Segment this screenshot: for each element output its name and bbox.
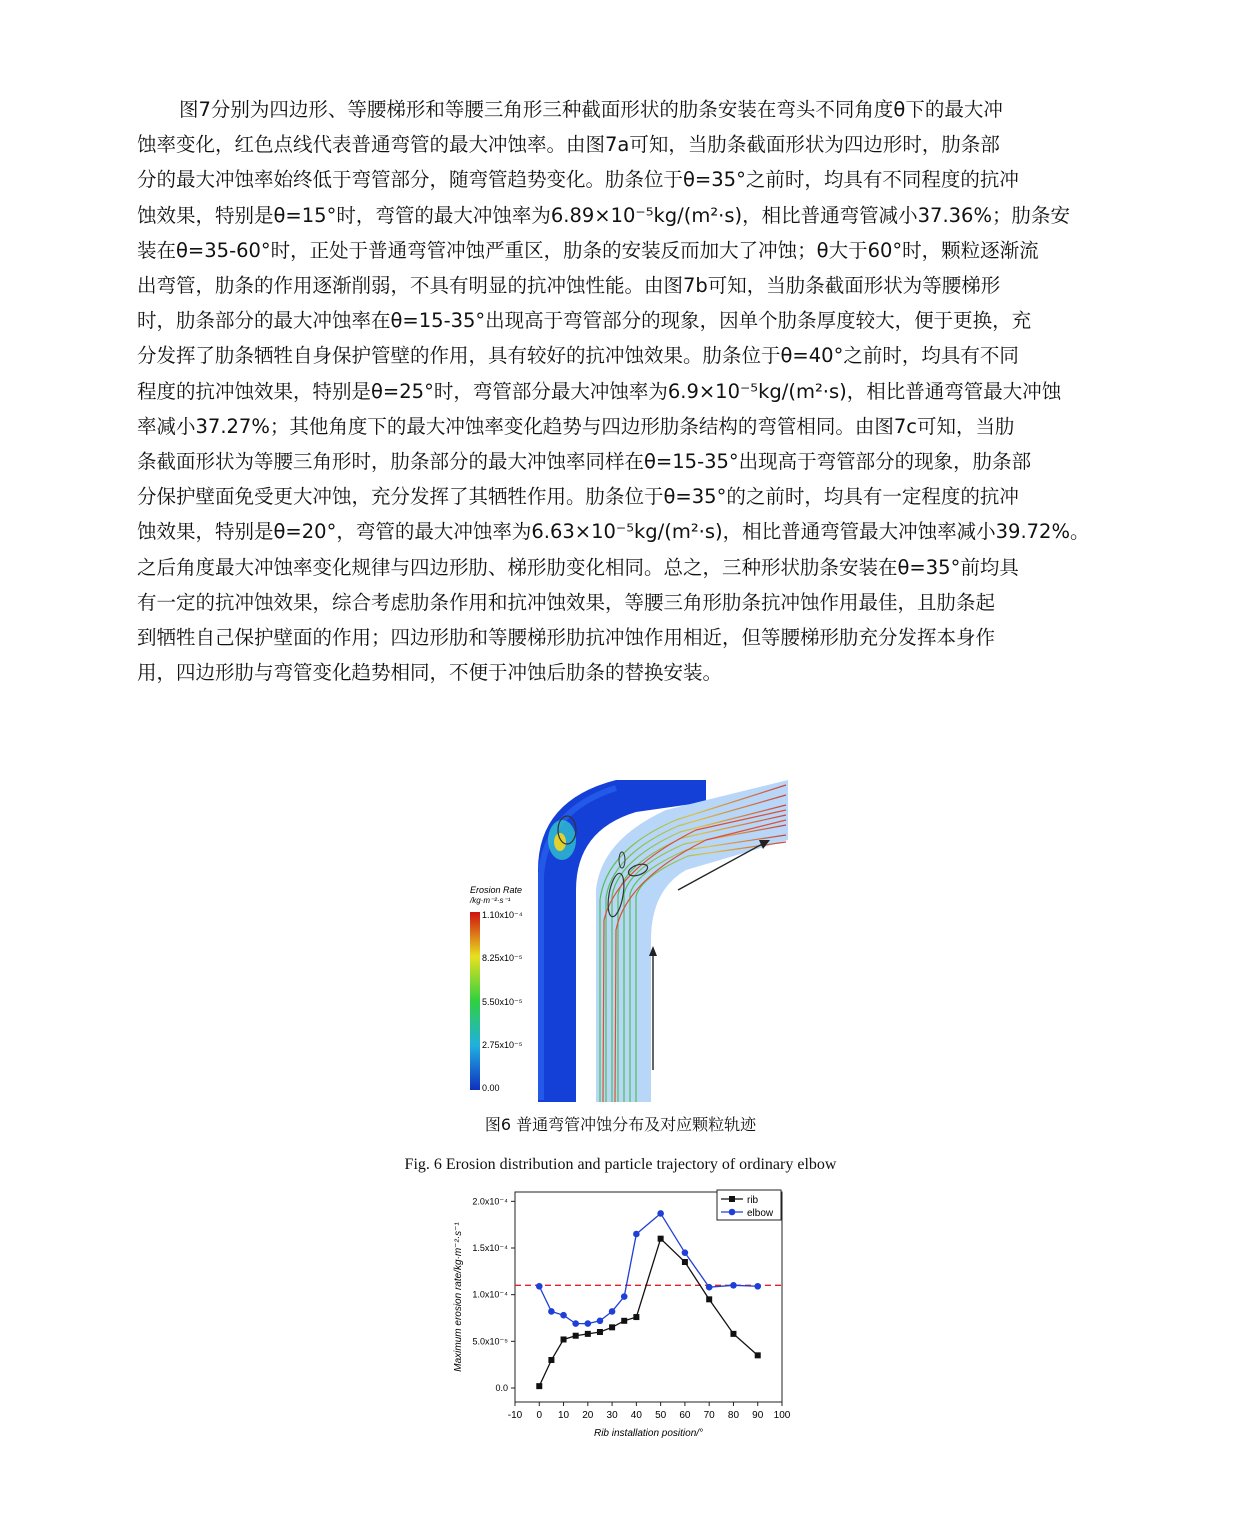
paragraph-line: 蚀效果，特别是θ=15°时，弯管的最大冲蚀率为6.89×10⁻⁵kg/(m²·s)，相比普通弯管减小37.36%；肋条安 (137, 203, 1070, 227)
paragraph-line: 到牺牲自己保护壁面的作用；四边形肋和等腰梯形肋抗冲蚀作用相近，但等腰梯形肋充分发挥本身作 (137, 626, 996, 650)
data-point-rib (609, 1324, 615, 1330)
data-point-elbow (548, 1308, 555, 1315)
body-paragraph (137, 92, 1107, 690)
data-point-rib (755, 1352, 761, 1358)
figure-6-caption-en: Fig. 6 Erosion distribution and particle trajectory of ordinary elbow (404, 1156, 837, 1173)
data-point-rib (561, 1336, 567, 1342)
x-tick-label: 20 (582, 1410, 594, 1421)
x-axis-label: Rib installation position/° (593, 1428, 704, 1439)
data-point-elbow (682, 1249, 689, 1256)
legend-tick-1: 8.25x10⁻⁵ (482, 953, 523, 963)
x-tick-label: 80 (727, 1410, 740, 1421)
legend-title: Erosion Rate (470, 885, 523, 895)
trajectory-pipe (596, 780, 788, 1102)
x-tick-label: 10 (557, 1410, 570, 1421)
erosion-rate-chart (440, 1184, 810, 1444)
data-point-elbow (706, 1284, 713, 1291)
y-tick-label: 1.0x10⁻⁴ (472, 1289, 508, 1300)
data-point-elbow (536, 1283, 543, 1290)
paragraph-line: 用，四边形肋与弯管变化趋势相同，不便于冲蚀后肋条的替换安装。 (137, 661, 723, 685)
data-point-rib (585, 1331, 591, 1337)
y-tick-label: 2.0x10⁻⁴ (472, 1196, 508, 1207)
data-point-rib (706, 1296, 712, 1302)
paragraph-line: 程度的抗冲蚀效果，特别是θ=25°时，弯管部分最大冲蚀率为6.9×10⁻⁵kg/(m²·s)，相比普通弯管最大冲蚀 (137, 379, 1062, 403)
data-point-elbow (572, 1320, 579, 1327)
x-tick-label: -10 (507, 1410, 523, 1421)
data-point-rib (597, 1329, 603, 1335)
figure-6-caption-cn: 图6 普通弯管冲蚀分布及对应颗粒轨迹 (484, 1115, 757, 1134)
data-point-rib (658, 1236, 664, 1242)
data-point-rib (536, 1383, 542, 1389)
paragraph-line: 分发挥了肋条牺牲自身保护管壁的作用，具有较好的抗冲蚀效果。肋条位于θ=40°之前时，均具有不同 (137, 344, 1019, 368)
x-tick-label: 50 (655, 1410, 667, 1421)
data-point-elbow (597, 1318, 604, 1325)
legend-unit: /kg·m⁻²·s⁻¹ (470, 896, 511, 905)
paragraph-line: 出弯管，肋条的作用逐渐削弱，不具有明显的抗冲蚀性能。由图7b可知，当肋条截面形状为等腰梯形 (137, 274, 1001, 298)
data-point-rib (548, 1357, 554, 1363)
legend-tick-0: 1.10x10⁻⁴ (482, 910, 523, 920)
series-line-rib (539, 1239, 757, 1386)
legend-tick-4: 0.00 (482, 1083, 500, 1093)
paragraph-line: 时，肋条部分的最大冲蚀率在θ=15-35°出现高于弯管部分的现象，因单个肋条厚度较大，便于更换，充 (137, 309, 1032, 333)
paragraph-line: 分的最大冲蚀率始终低于弯管部分，随弯管趋势变化。肋条位于θ=35°之前时，均具有不同程度的抗冲 (137, 168, 1019, 192)
legend-label-elbow: elbow (747, 1208, 774, 1219)
data-point-elbow (621, 1293, 628, 1300)
x-tick-label: 90 (752, 1410, 764, 1421)
legend-label-rib: rib (747, 1195, 759, 1206)
data-point-rib (682, 1259, 688, 1265)
data-point-elbow (560, 1312, 567, 1319)
data-point-elbow (754, 1283, 761, 1290)
legend-marker-rib (729, 1196, 735, 1202)
paragraph-line: 蚀率变化，红色点线代表普通弯管的最大冲蚀率。由图7a可知，当肋条截面形状为四边形时，肋条部 (137, 133, 1000, 157)
paragraph-line: 图7分别为四边形、等腰梯形和等腰三角形三种截面形状的肋条安装在弯头不同角度θ下的最大冲 (179, 98, 1003, 121)
x-tick-label: 70 (703, 1410, 715, 1421)
data-point-elbow (609, 1308, 616, 1315)
data-point-elbow (633, 1231, 640, 1238)
figure-6-image (466, 780, 788, 1102)
series-line-elbow (539, 1213, 757, 1323)
y-tick-label: 5.0x10⁻⁵ (472, 1336, 508, 1347)
data-point-elbow (585, 1320, 592, 1327)
data-point-rib (730, 1331, 736, 1337)
color-bar (470, 912, 480, 1090)
paragraph-line: 率减小37.27%；其他角度下的最大冲蚀率变化趋势与四边形肋条结构的弯管相同。由图7c可知，当肋 (137, 414, 1015, 438)
y-tick-label: 0.0 (495, 1383, 508, 1393)
data-point-rib (621, 1318, 627, 1324)
data-point-elbow (730, 1282, 737, 1289)
paragraph-line: 装在θ=35-60°时，正处于普通弯管冲蚀严重区，肋条的安装反而加大了冲蚀；θ大于60°时，颗粒逐渐流 (137, 238, 1039, 262)
x-tick-label: 30 (606, 1410, 618, 1421)
paragraph-line: 条截面形状为等腰三角形时，肋条部分的最大冲蚀率同样在θ=15-35°出现高于弯管部分的现象，肋条部 (137, 450, 1032, 474)
paragraph-line: 之后角度最大冲蚀率变化规律与四边形肋、梯形肋变化相同。总之，三种形状肋条安装在θ=35°前均具 (137, 555, 1019, 579)
y-tick-label: 1.5x10⁻⁴ (472, 1243, 508, 1253)
x-tick-label: 0 (536, 1410, 543, 1421)
legend-tick-2: 5.50x10⁻⁵ (482, 997, 523, 1007)
x-tick-label: 100 (773, 1410, 791, 1421)
data-point-rib (633, 1314, 639, 1320)
y-axis-label: Maximum erosion rate/kg·m⁻²·s⁻¹ (453, 1222, 464, 1372)
x-tick-label: 60 (679, 1410, 691, 1421)
paragraph-line: 蚀效果，特别是θ=20°，弯管的最大冲蚀率为6.63×10⁻⁵kg/(m²·s)，相比普通弯管最大冲蚀率减小39.72%。 (137, 520, 1090, 544)
data-point-elbow (657, 1210, 664, 1217)
data-point-rib (573, 1333, 579, 1339)
paragraph-line: 分保护壁面免受更大冲蚀，充分发挥了其牺牲作用。肋条位于θ=35°的之前时，均具有一定程度的抗冲 (137, 485, 1019, 509)
legend-marker-elbow (729, 1209, 736, 1216)
x-tick-label: 40 (630, 1410, 642, 1421)
legend-tick-3: 2.75x10⁻⁵ (482, 1040, 523, 1050)
paragraph-line: 有一定的抗冲蚀效果，综合考虑肋条作用和抗冲蚀效果，等腰三角形肋条抗冲蚀作用最佳，且肋条起 (137, 590, 996, 614)
